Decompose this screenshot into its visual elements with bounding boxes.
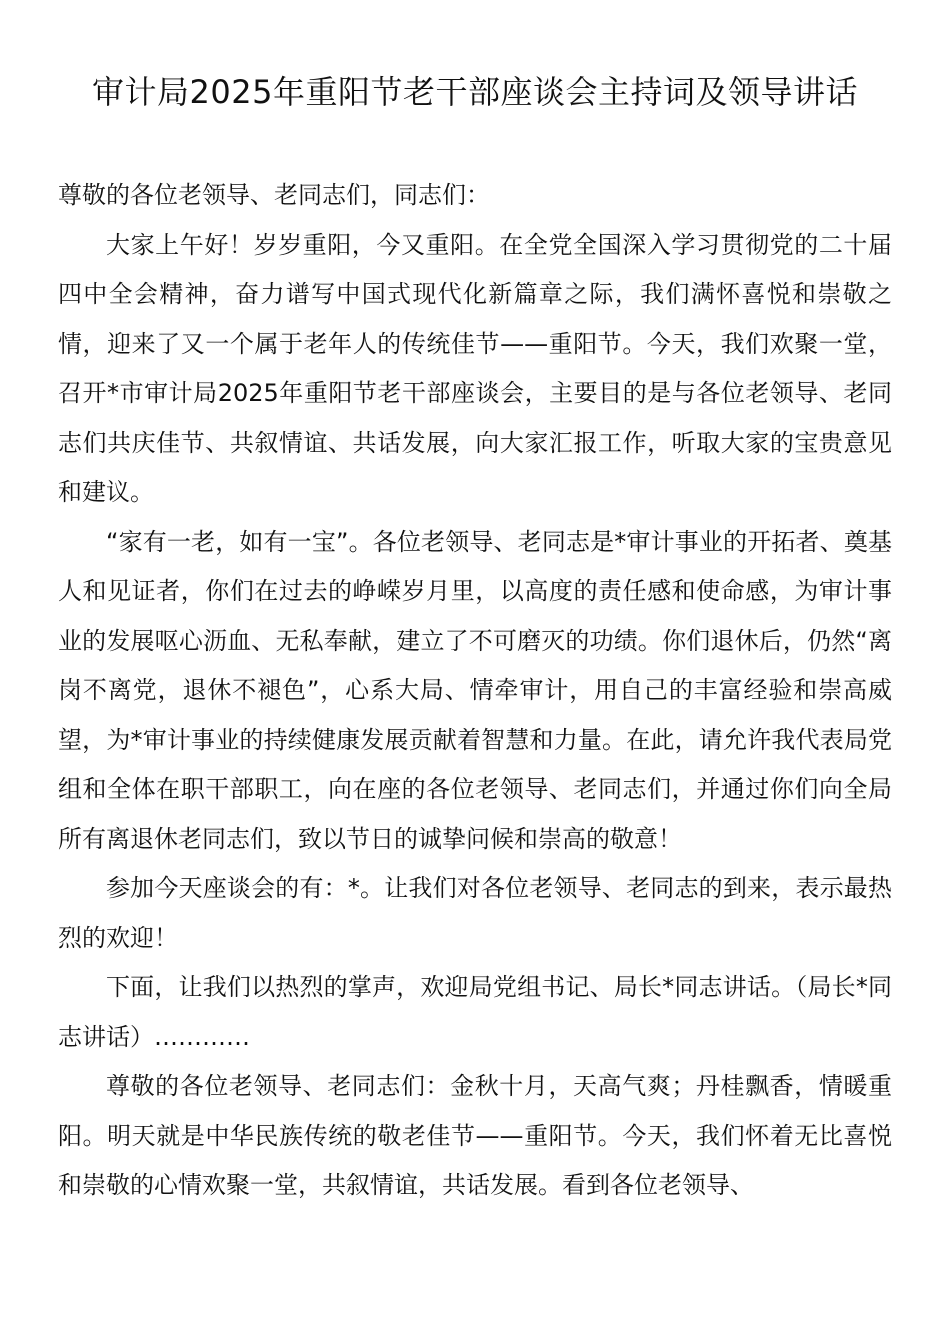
document-title: 审计局2025年重阳节老干部座谈会主持词及领导讲话: [92, 73, 858, 111]
paragraph-speech-intro: 下面，让我们以热烈的掌声，欢迎局党组书记、局长*同志讲话。（局长*同志讲话）…………: [58, 973, 892, 1051]
salutation: 尊敬的各位老领导、老同志们，同志们：: [58, 181, 490, 209]
paragraph-speech-start: 尊敬的各位老领导、老同志们：金秋十月，天高气爽；丹桂飘香，情暖重阳。明天就是中华民族传统的敬老佳节——重阳节。今天，我们怀着无比喜悦和崇敬的心情欢聚一堂，共叙情谊，共话发展。看到各位老领导、: [58, 1072, 892, 1199]
paragraph-opening: 大家上午好！岁岁重阳，今又重阳。在全党全国深入学习贯彻党的二十届四中全会精神，奋力谱写中国式现代化新篇章之际，我们满怀喜悦和崇敬之情，迎来了又一个属于老年人的传统佳节——重阳节。今天，我们欢聚一堂，召开*市审计局2025年重阳节老干部座谈会，主要目的是与各位老领导、老同志们共庆佳节、共叙情谊、共话发展，向大家汇报工作，听取大家的宝贵意见和建议。: [58, 230, 892, 506]
paragraph-tribute: “家有一老，如有一宝”。各位老领导、老同志是*审计事业的开拓者、奠基人和见证者，你们在过去的峥嵘岁月里，以高度的责任感和使命感，为审计事业的发展呕心沥血、无私奉献，建立了不可磨灭的功绩。你们退休后，仍然“离岗不离党，退休不褪色”，心系大局、情牵审计，用自己的丰富经验和崇高威望，为*审计事业的持续健康发展贡献着智慧和力量。在此，请允许我代表局党组和全体在职干部职工，向在座的各位老领导、老同志们，并通过你们向全局所有离退休老同志们，致以节日的诚挚问候和崇高的敬意！: [58, 527, 892, 853]
document-body: [58, 171, 892, 1211]
paragraph-attendees: 参加今天座谈会的有：*。让我们对各位老领导、老同志的到来，表示最热烈的欢迎！: [58, 874, 892, 952]
